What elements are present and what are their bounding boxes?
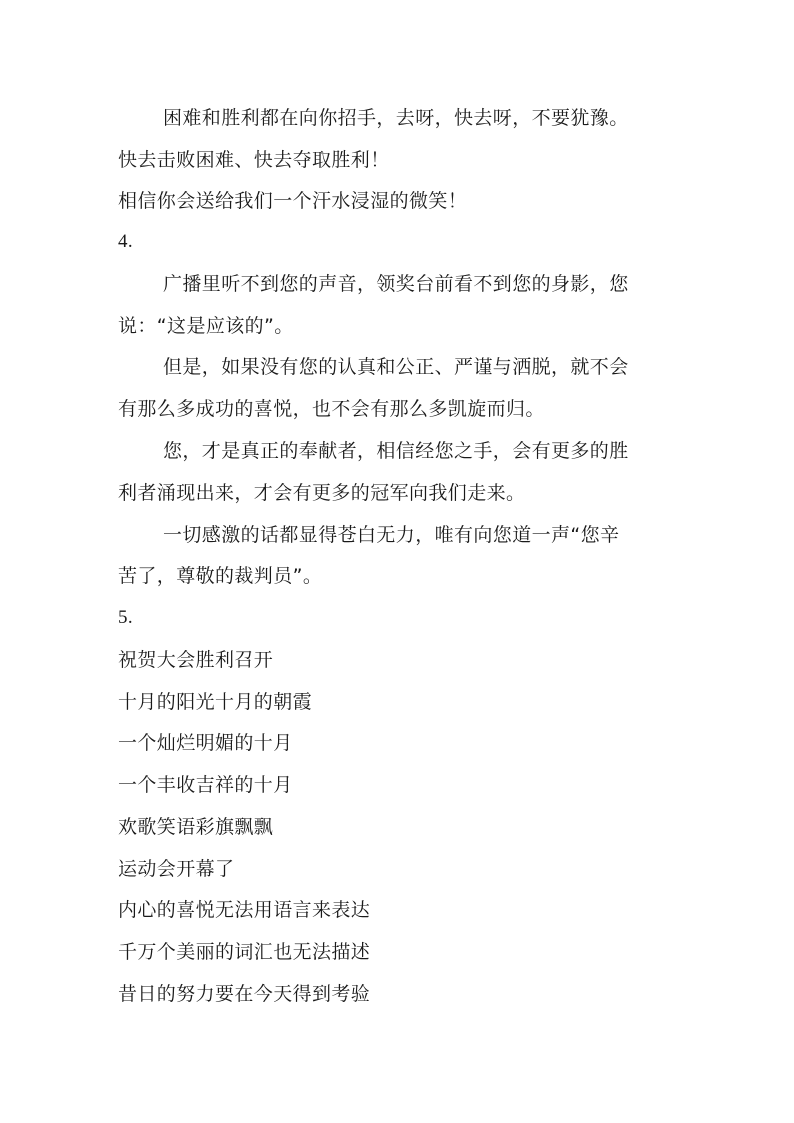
poem-line: 十月的阳光十月的朝霞 bbox=[118, 691, 313, 713]
paragraph-line: 说：“这是应该的”。 bbox=[118, 315, 294, 337]
paragraph-line: 相信你会送给我们一个汗水浸湿的微笑！ bbox=[118, 190, 468, 212]
paragraph-line: 利者涌现出来，才会有更多的冠军向我们走来。 bbox=[118, 482, 526, 504]
paragraph-line: 您，才是真正的奉献者，相信经您之手，会有更多的胜 bbox=[163, 440, 629, 462]
poem-line: 欢歌笑语彩旗飘飘 bbox=[118, 816, 274, 838]
paragraph-line: 快去击败困难、快去夺取胜利！ bbox=[118, 149, 390, 171]
poem-line: 昔日的努力要在今天得到考验 bbox=[118, 983, 371, 1005]
section-number: 4. bbox=[118, 231, 134, 252]
section-number: 5. bbox=[118, 607, 134, 628]
paragraph-line: 困难和胜利都在向你招手，去呀，快去呀，不要犹豫。 bbox=[163, 107, 629, 129]
paragraph-line: 一切感激的话都显得苍白无力，唯有向您道一声“您辛 bbox=[163, 524, 620, 546]
poem-line: 一个灿烂明媚的十月 bbox=[118, 732, 293, 754]
poem-line: 运动会开幕了 bbox=[118, 858, 235, 880]
paragraph-line: 但是，如果没有您的认真和公正、严谨与洒脱，就不会 bbox=[163, 356, 629, 378]
paragraph-line: 苦了，尊敬的裁判员”。 bbox=[118, 565, 323, 587]
paragraph-line: 有那么多成功的喜悦，也不会有那么多凯旋而归。 bbox=[118, 398, 545, 420]
paragraph-line: 广播里听不到您的声音，领奖台前看不到您的身影，您 bbox=[163, 273, 629, 295]
poem-line: 内心的喜悦无法用语言来表达 bbox=[118, 899, 371, 921]
poem-line: 一个丰收吉祥的十月 bbox=[118, 774, 293, 796]
poem-line: 千万个美丽的词汇也无法描述 bbox=[118, 941, 371, 963]
poem-line: 祝贺大会胜利召开 bbox=[118, 649, 274, 671]
